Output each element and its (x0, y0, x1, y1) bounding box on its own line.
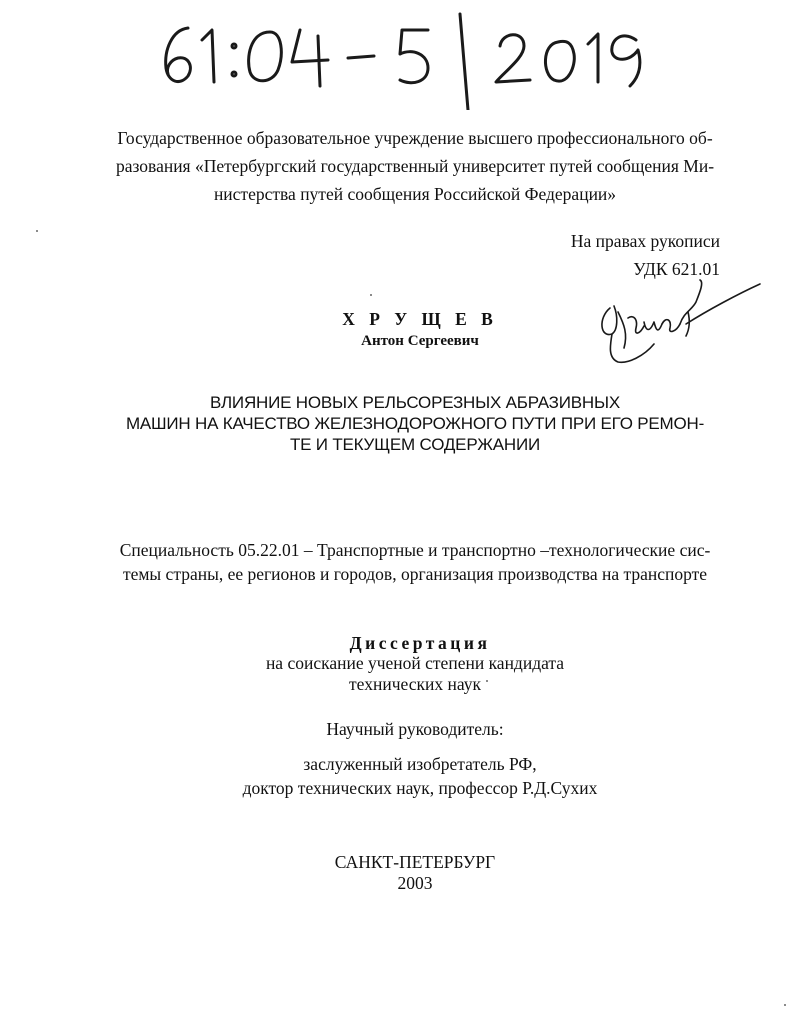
scan-speck (370, 294, 372, 296)
institution-line-2: разования «Петербургский государственный университет путей сообщения Ми- (115, 156, 715, 176)
author-given-name: Антон Сергеевич (361, 333, 479, 349)
degree-line-2: технических наук (349, 674, 481, 694)
specialty-line-1: Специальность 05.22.01 – Транспортные и транспортно –технологические сис- (119, 540, 711, 560)
title-line-2: МАШИН НА КАЧЕСТВО ЖЕЛЕЗНОДОРОЖНОГО ПУТИ ПРИ ЕГО РЕМОН- (125, 414, 705, 433)
dissertation-title (112, 392, 718, 455)
manuscript-rights-note: На правах рукописи (570, 231, 720, 251)
supervisor-details (200, 752, 640, 800)
supervisor-line-1: заслуженный изобретатель РФ, (303, 754, 537, 774)
institution-name (112, 124, 718, 208)
handwritten-archive-number (150, 10, 650, 110)
specialty-line-2: темы страны, ее регионов и городов, организация производства на транспорте (122, 564, 708, 584)
signature-drawing (588, 272, 768, 372)
scan-speck (486, 680, 488, 682)
title-line-1: ВЛИЯНИЕ НОВЫХ РЕЛЬСОРЕЗНЫХ АБРАЗИВНЫХ (210, 393, 620, 412)
supervisor-line-2: доктор технических наук, профессор Р.Д.Сухих (242, 778, 598, 798)
udc-code: УДК 621.01 (633, 259, 720, 279)
supervisor-label: Научный руководитель: (326, 719, 504, 739)
degree-description (200, 653, 630, 695)
institution-line-3: нистерства путей сообщения Российской Федерации» (213, 184, 617, 204)
degree-line-1: на соискание ученой степени кандидата (265, 653, 565, 673)
scan-speck (784, 1004, 786, 1006)
author-signature (588, 272, 768, 372)
institution-line-1: Государственное образовательное учреждение высшего профессионального об- (117, 128, 713, 148)
city: САНКТ-ПЕТЕРБУРГ (334, 852, 496, 872)
author-surname: Х Р У Щ Е В (342, 309, 498, 329)
scan-speck (36, 230, 38, 232)
title-line-3: ТЕ И ТЕКУЩЕМ СОДЕРЖАНИИ (289, 435, 541, 454)
year: 2003 (397, 873, 433, 893)
dissertation-label: Диссертация (349, 633, 491, 653)
archive-number-drawing (150, 10, 650, 110)
specialty-description (112, 538, 718, 586)
